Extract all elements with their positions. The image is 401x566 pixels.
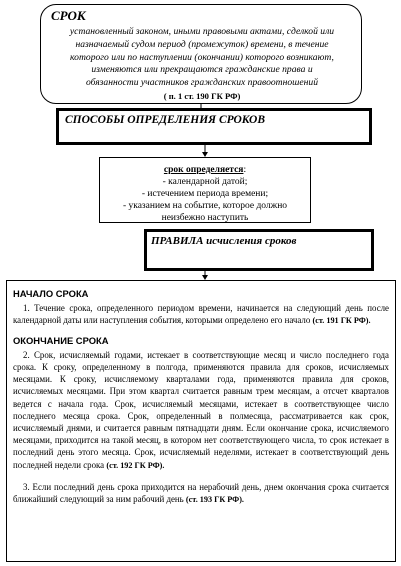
section-heading-end: ОКОНЧАНИЕ СРОКА <box>13 334 109 346</box>
rule-reference: (ст. 191 ГК РФ). <box>312 316 371 326</box>
section-heading-start: НАЧАЛО СРОКА <box>13 288 89 299</box>
definition-line: изменяются или прекращаются гражданские права и <box>91 64 313 76</box>
rules-title: ПРАВИЛА исчисления сроков <box>151 235 297 247</box>
spacer <box>13 472 389 481</box>
rule-text: 2. Срок, исчисляемый годами, истекает в соответствующие месяц и число последнего года срока. К сроку, определенному в полгода, применяются правила для сроков, исчисляемых месяцами. К сроку, исчисляемому кварталами года, применяются правила для сроков, исчисляемых месяцами. При этом квартал считается равным трем месяцам, а отсчет кварталов ведется с начала года. Срок, исчисляемый месяцами, истекает в соответствующее число последнего месяца срока. Срок, определенный в полмесяца, рассматривается как срок, исчисляемый днями, и считается равным пятнадцати дням. Если окончание срока, исчисляемого месяцами, приходится на такой месяц, в котором нет соответствующего числа, то срок истекает в последний день этого месяца. Срок, исчисляемый неделями, истекает в соответствующий день последней недели срока <box>13 349 389 470</box>
determination-item: неизбежно наступить <box>161 213 249 223</box>
rule-paragraph-end <box>13 349 389 472</box>
rule-paragraph-holiday <box>13 481 389 506</box>
determination-heading-line <box>100 164 310 176</box>
definition-text <box>47 26 357 103</box>
determination-colon: : <box>243 165 247 175</box>
rules-body-box <box>6 280 396 562</box>
definition-line: обязанности участников гражданских правоотношений <box>85 77 319 89</box>
rules-header-box <box>144 229 374 271</box>
definition-reference: ( п. 1 ст. 190 ГК РФ) <box>163 90 241 101</box>
determination-box <box>99 157 311 223</box>
definition-line: которого или по наступлении (окончании) которого возникают, <box>70 51 334 63</box>
definition-line: назначаемый судом период (промежуток) времени, в течение <box>75 38 329 50</box>
rule-reference: (ст. 192 ГК РФ). <box>106 460 165 470</box>
methods-title: СПОСОБЫ ОПРЕДЕЛЕНИЯ СРОКОВ <box>65 114 266 126</box>
methods-header-box <box>56 108 372 145</box>
rule-text: 3. Если последний день срока приходится на нерабочий день, днем окончания срока считается ближайший следующий за ним рабочий день <box>13 481 389 505</box>
definition-line: установленный законом, иными правовыми актами, сделкой или <box>69 26 335 37</box>
rule-text: 1. Течение срока, определенного периодом времени, начинается на следующий день после календарной даты или наступления события, которыми определено его начало <box>13 303 389 326</box>
rule-paragraph-start <box>13 302 389 327</box>
determination-heading: срок определяется <box>163 165 244 175</box>
determination-item: - истечением периода времени; <box>141 189 269 199</box>
determination-item: - календарной датой; <box>162 177 248 187</box>
definition-box <box>40 4 362 104</box>
definition-title: СРОК <box>51 8 86 23</box>
determination-item: - указанием на событие, которое должно <box>122 201 288 211</box>
connector-arrow <box>200 145 210 157</box>
rule-reference: (ст. 193 ГК РФ). <box>185 495 244 505</box>
